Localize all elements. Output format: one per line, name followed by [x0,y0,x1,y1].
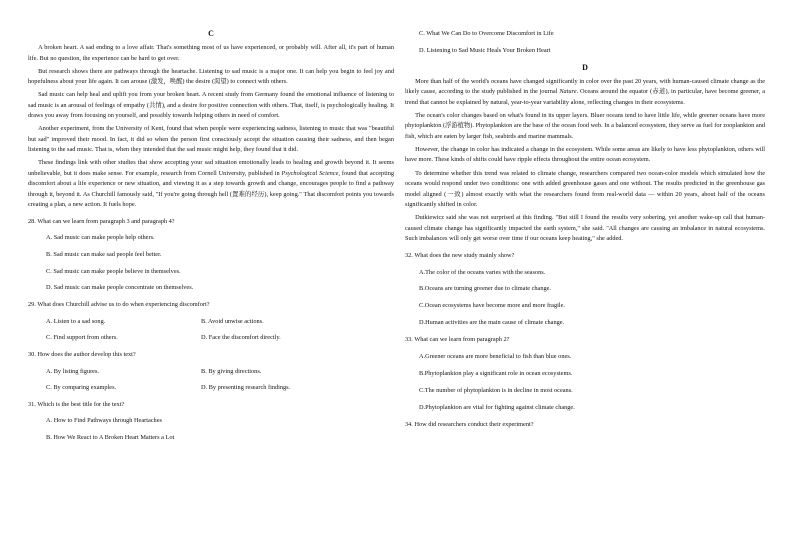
passage-d-paragraph-1 [405,77,765,109]
option-32-d[interactable]: D.Human activities are the main cause of climate change. [419,319,565,327]
passage-d-title: D [582,62,588,72]
option-32-a[interactable]: A.The color of the oceans varies with the seasons. [419,268,546,276]
options-row [28,383,394,394]
option-33-a[interactable]: A.Greener oceans are more beneficial to fish than blue ones. [419,353,572,360]
options-row [28,333,394,344]
option-33-c[interactable]: C.The number of phytoplankton is in decline in most oceans. [419,386,573,394]
passage-c-paragraph-2: But research shows there are pathways through the heartache. Listening to sad music is a major one. It can help you begin to feel joy and hopefulness about your life again. It can arouse (激发，唤醒) the desire (渴望) to connect with others. [28,67,394,86]
option-33-b[interactable]: B.Phytoplankton play a significant role in ocean ecosystems. [419,369,573,377]
journal-name: Psychological Science [281,169,339,177]
options-row [28,317,394,328]
option-29-a[interactable]: A. Listen to a sad song. [46,317,106,325]
option-29-c[interactable]: C. Find support from others. [46,334,118,342]
passage-d-paragraph-5: Dutkiewicz said she was not surprised at this finding. "But still I found the results very sobering, yet another wake-up call that human-caused climate change has significantly impacted the earth system," she said. "All changes are causing an imbalance in natural ecosystems. Such imbalances will only get worse over time if our oceans keep heating," she added. [405,214,765,243]
option-30-d[interactable]: D. By presenting research findings. [201,384,291,392]
question-31: 31. Which is the best title for the text? [28,400,125,408]
passage-c-title: C [208,29,214,38]
right-column [405,29,765,436]
option-31-b[interactable]: B. How We React to A Broken Heart Matters a Lot [46,434,175,442]
option-29-d[interactable]: D. Face the discomfort directly. [201,334,281,342]
question-32: 32. What does the new study mainly show? [405,251,515,259]
passage-d-paragraph-2: The ocean's color changes based on what's found in its upper layers. Bluer oceans tend to have little life, while greener oceans have more phytoplankton (浮游植物). Phytoplankton are the base of the ocean food web. In a balanced ecosystem, they serve as fuel for zooplankton and fish, which are eaten by larger fish, seabirds and marine mammals. [405,111,765,140]
question-29: 29. What does Churchill advise us to do when experiencing discomfort? [28,301,210,309]
passage-c-paragraph-3: Sad music can help heal and uplift you from your broken heart. A recent study from Germany found the emotional influence of listening to sad music is an arousal of feelings of empathy (共情), and a desire for positive connection with others. That, itself, is psychologically healing. It draws you away from focusing on yourself, and possibly towards helping others in need of comfort. [28,91,394,120]
option-31-d[interactable]: D. Listening to Sad Music Heals Your Broken Heart [419,46,551,54]
paragraph-text: More than half of the world's oceans have changed significantly in color over the past 20 years, with human-caused climate change as the likely cause, according to the study published in the journal [405,77,765,96]
option-33-d[interactable]: D.Phytoplankton are vital for fighting against climate change. [419,403,575,411]
option-28-c[interactable]: C. Sad music can make people believe in themselves. [46,267,181,275]
paragraph-text: , found that accepting discomfort about a life experience or new situation, and viewing it as a step towards growth and change, encourages people to find a pathway through it, beyond it. As Churchill famously said, "If you're going through hell (置难的经历), keep going." That discomfort points you towards creating a plan, a new action. It fuels hope. [28,169,394,209]
paragraph-text: These findings link with other studies that show accepting your sad situation emotionally leads to healing and growth beyond it. It seems unbelievable, but it does make sense. For example, research from Cornell University, published in [28,159,394,177]
option-31-a[interactable]: A. How to Find Pathways through Heartaches [46,417,162,425]
question-33: 33. What can we learn from paragraph 2? [405,336,510,344]
paragraph-text: . Oceans around the equator (赤道), in particular, have become greener, a trend that cannot be explained by natural, year-to-year variability alone, reflecting changes in their ecosystems. [405,88,765,106]
option-30-b[interactable]: B. By giving directions. [201,367,262,375]
option-30-c[interactable]: C. By comparing examples. [46,384,117,392]
passage-d-paragraph-4: To determine whether this trend was related to climate change, researchers compared two ocean-color models which simulated how the oceans would respond under two conditions: one with added greenhouse gases and one without. The results predicted in the greenhouse gas model aligned (一致) almost exactly with what the researchers found from real-world data — within 20 years, about half of the oceans significantly shifted in color. [405,169,765,209]
option-30-a[interactable]: A. By listing figures. [46,367,99,375]
option-28-a[interactable]: A. Sad music can make people help others. [46,234,155,242]
passage-d-paragraph-3: However, the change in color has indicated a change in the ecosystem. While some areas are likely to have less phytoplankton, others will have more. These kinds of shifts could have ripple effects throughout the entire ocean ecosystem. [405,145,765,164]
question-28: 28. What can we learn from paragraph 3 and paragraph 4? [28,217,175,225]
question-34: 34. How did researchers conduct their experiment? [405,420,534,428]
option-28-d[interactable]: D. Sad music can make people concentrate on themselves. [46,284,194,292]
option-31-c[interactable]: C. What We Can Do to Overcome Discomfort in Life [419,30,554,37]
journal-name: Nature [559,88,577,96]
options-row [28,367,394,378]
left-column [28,29,394,450]
passage-c-paragraph-4: Another experiment, from the University of Kent, found that when people were experiencing sadness, listening to music that was "beautiful but sad" improved their mood. In fact, it did so when the person first consciously accept the situation causing their sadness, and then began listening to the sad music. That is, when they intended that the sad music might help, they found that it did. [28,125,394,154]
passage-c-paragraph-1: A broken heart. A sad ending to a love affair. That's something most of us have experienced, or probably will. After all, it's part of human life. But no question, the experience can be hard to get over. [28,44,394,62]
option-28-b[interactable]: B. Sad music can make sad people feel better. [46,251,162,259]
option-29-b[interactable]: B. Avoid unwise actions. [201,317,264,325]
option-32-c[interactable]: C.Ocean ecosystems have become more and more fragile. [419,302,565,310]
option-32-b[interactable]: B.Oceans are turning greener due to climate change. [419,285,552,293]
question-30: 30. How does the author develop this text? [28,351,136,358]
passage-c-paragraph-5 [28,158,394,211]
